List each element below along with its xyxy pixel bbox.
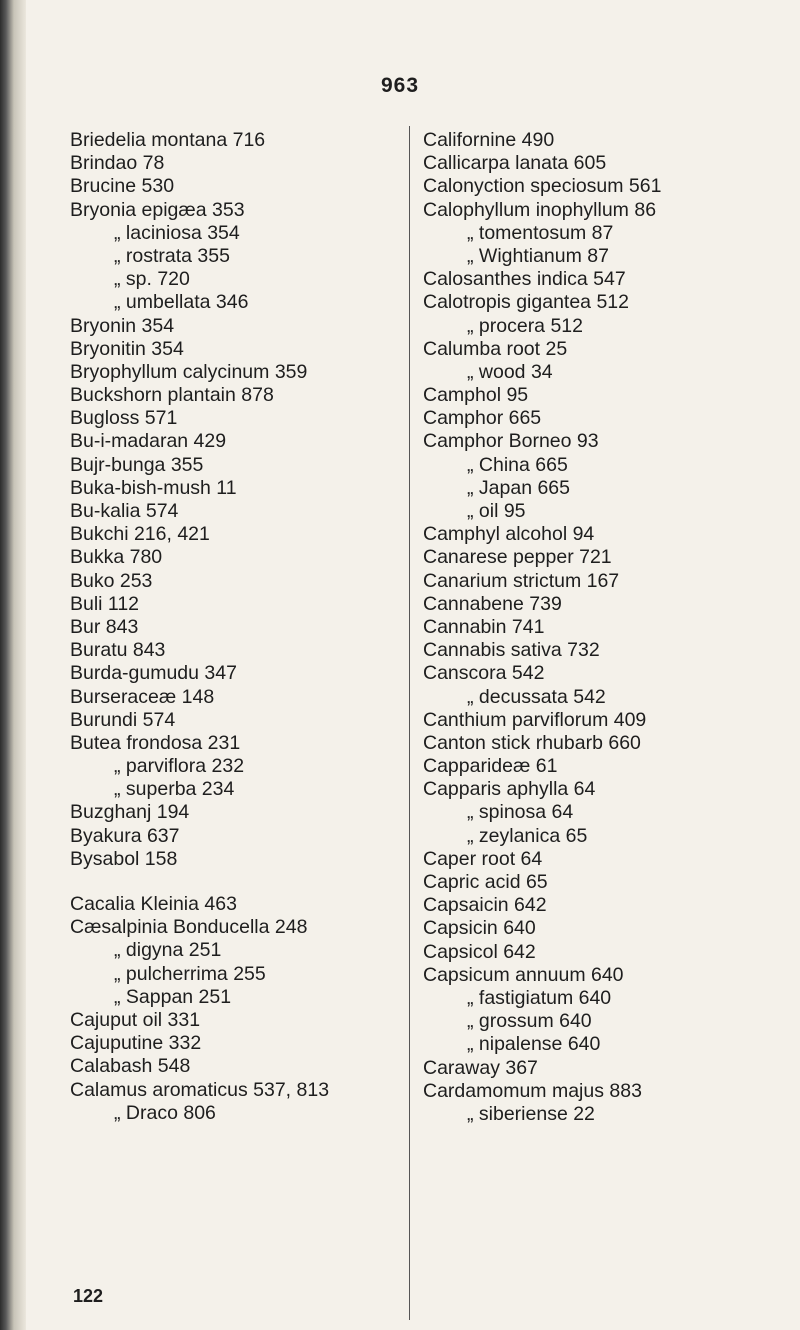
index-entry: Capparis aphylla 64 bbox=[423, 778, 596, 801]
index-subentry: „ umbellata 346 bbox=[114, 291, 249, 314]
index-entry: Capsicol 642 bbox=[423, 940, 536, 963]
index-subentry: „ Draco 806 bbox=[114, 1101, 216, 1124]
index-entry: Calosanthes indica 547 bbox=[423, 268, 626, 291]
index-entry: Calonyction speciosum 561 bbox=[423, 175, 662, 198]
index-subentry: „ laciniosa 354 bbox=[114, 221, 240, 244]
index-subentry: „ China 665 bbox=[467, 453, 568, 476]
index-subentry: „ Sappan 251 bbox=[114, 985, 232, 1008]
index-entry: Brindao 78 bbox=[70, 152, 165, 175]
index-subentry: „ spinosa 64 bbox=[467, 801, 574, 824]
index-entry: Burda-gumudu 347 bbox=[70, 662, 237, 685]
index-entry: Calumba root 25 bbox=[423, 337, 568, 360]
index-entry: Cannabene 739 bbox=[423, 592, 562, 615]
index-subentry: „ fastigiatum 640 bbox=[467, 986, 612, 1009]
index-subentry: „ decussata 542 bbox=[467, 685, 606, 708]
index-entry: Cæsalpinia Bonducella 248 bbox=[70, 916, 308, 939]
index-entry: Burseraceæ 148 bbox=[70, 685, 215, 708]
index-subentry: „ procera 512 bbox=[467, 314, 583, 337]
index-entry: Bysabol 158 bbox=[70, 847, 178, 870]
index-entry: Byakura 637 bbox=[70, 824, 180, 847]
index-subentry: „ sp. 720 bbox=[114, 268, 190, 291]
index-entry: Capric acid 65 bbox=[423, 871, 548, 893]
index-entry: Californine 490 bbox=[423, 129, 555, 151]
index-subentry: „ superba 234 bbox=[114, 778, 235, 801]
index-entry: Calotropis gigantea 512 bbox=[423, 291, 629, 314]
index-subentry: „ rostrata 355 bbox=[114, 244, 230, 267]
index-entry: Buratu 843 bbox=[70, 639, 166, 662]
index-entry: Butea frondosa 231 bbox=[70, 731, 241, 754]
index-entry: Cacalia Kleinia 463 bbox=[70, 893, 237, 915]
index-entry: Buko 253 bbox=[70, 569, 153, 592]
index-subentry: „ wood 34 bbox=[467, 360, 553, 383]
index-entry: Bukka 780 bbox=[70, 546, 163, 569]
index-entry: Camphyl alcohol 94 bbox=[423, 523, 595, 546]
index-column-right bbox=[423, 129, 773, 1126]
index-entry: Capsicum annuum 640 bbox=[423, 963, 624, 986]
index-entry: Brucine 530 bbox=[70, 175, 175, 198]
column-divider bbox=[409, 126, 410, 1320]
index-entry: Burundi 574 bbox=[70, 708, 176, 731]
index-subentry: „ Wightianum 87 bbox=[467, 244, 609, 267]
index-entry: Caper root 64 bbox=[423, 847, 543, 870]
index-entry: Buckshorn plantain 878 bbox=[70, 384, 274, 407]
index-entry: Bujr-bunga 355 bbox=[70, 453, 204, 476]
index-entry: Canthium parviflorum 409 bbox=[423, 708, 647, 731]
index-entry: Capsicin 640 bbox=[423, 917, 536, 940]
index-entry: Bryophyllum calycinum 359 bbox=[70, 360, 308, 383]
index-entry: Calabash 548 bbox=[70, 1055, 191, 1078]
index-entry: Cajuputine 332 bbox=[70, 1032, 202, 1055]
index-entry: Canarium strictum 167 bbox=[423, 569, 620, 592]
index-entry: Caraway 367 bbox=[423, 1056, 538, 1079]
index-subentry: „ pulcherrima 255 bbox=[114, 962, 266, 985]
index-subentry: „ nipalense 640 bbox=[467, 1033, 601, 1056]
index-entry: Cajuput oil 331 bbox=[70, 1008, 201, 1031]
index-entry: Buzghanj 194 bbox=[70, 801, 190, 824]
index-entry: Canton stick rhubarb 660 bbox=[423, 731, 641, 754]
index-subentry: „ tomentosum 87 bbox=[467, 221, 614, 244]
index-entry: Calophyllum inophyllum 86 bbox=[423, 198, 657, 221]
index-entry: Camphor Borneo 93 bbox=[423, 430, 599, 453]
index-subentry: „ zeylanica 65 bbox=[467, 824, 588, 847]
index-entry: Bu-i-madaran 429 bbox=[70, 430, 227, 453]
index-entry: Bugloss 571 bbox=[70, 407, 178, 430]
index-entry: Buka-bish-mush 11 bbox=[70, 476, 237, 499]
index-subentry: „ grossum 640 bbox=[467, 1010, 592, 1033]
index-entry: Canscora 542 bbox=[423, 662, 545, 685]
index-entry: Capsaicin 642 bbox=[423, 894, 547, 917]
index-entry: Cannabin 741 bbox=[423, 615, 545, 638]
index-entry: Cannabis sativa 732 bbox=[423, 639, 600, 662]
page-number: 963 bbox=[380, 74, 420, 97]
index-entry: Cardamomum majus 883 bbox=[423, 1079, 642, 1102]
index-subentry: „ parviflora 232 bbox=[114, 755, 245, 778]
index-entry: Camphor 665 bbox=[423, 407, 542, 430]
index-entry: Bu-kalia 574 bbox=[70, 500, 179, 522]
index-entry: Briedelia montana 716 bbox=[70, 129, 266, 151]
index-subentry: „ Japan 665 bbox=[467, 476, 570, 499]
index-subentry: „ siberiense 22 bbox=[467, 1102, 595, 1125]
index-entry: Bukchi 216, 421 bbox=[70, 523, 210, 546]
index-subentry: „ oil 95 bbox=[467, 500, 526, 522]
index-entry: Calamus aromaticus 537, 813 bbox=[70, 1078, 330, 1101]
index-column-left bbox=[70, 129, 390, 1125]
index-entry: Callicarpa lanata 605 bbox=[423, 152, 607, 175]
index-entry: Buli 112 bbox=[70, 592, 140, 615]
index-entry: Bur 843 bbox=[70, 615, 139, 638]
index-entry: Bryonitin 354 bbox=[70, 337, 184, 360]
book-binding-edge bbox=[0, 0, 26, 1330]
index-subentry: „ digyna 251 bbox=[114, 939, 222, 962]
footer-number: 122 bbox=[73, 1286, 104, 1306]
index-entry: Camphol 95 bbox=[423, 384, 529, 407]
index-entry: Bryonia epigæa 353 bbox=[70, 198, 245, 221]
index-entry: Canarese pepper 721 bbox=[423, 546, 612, 569]
index-entry: Bryonin 354 bbox=[70, 314, 175, 337]
index-entry: Capparideæ 61 bbox=[423, 755, 558, 778]
